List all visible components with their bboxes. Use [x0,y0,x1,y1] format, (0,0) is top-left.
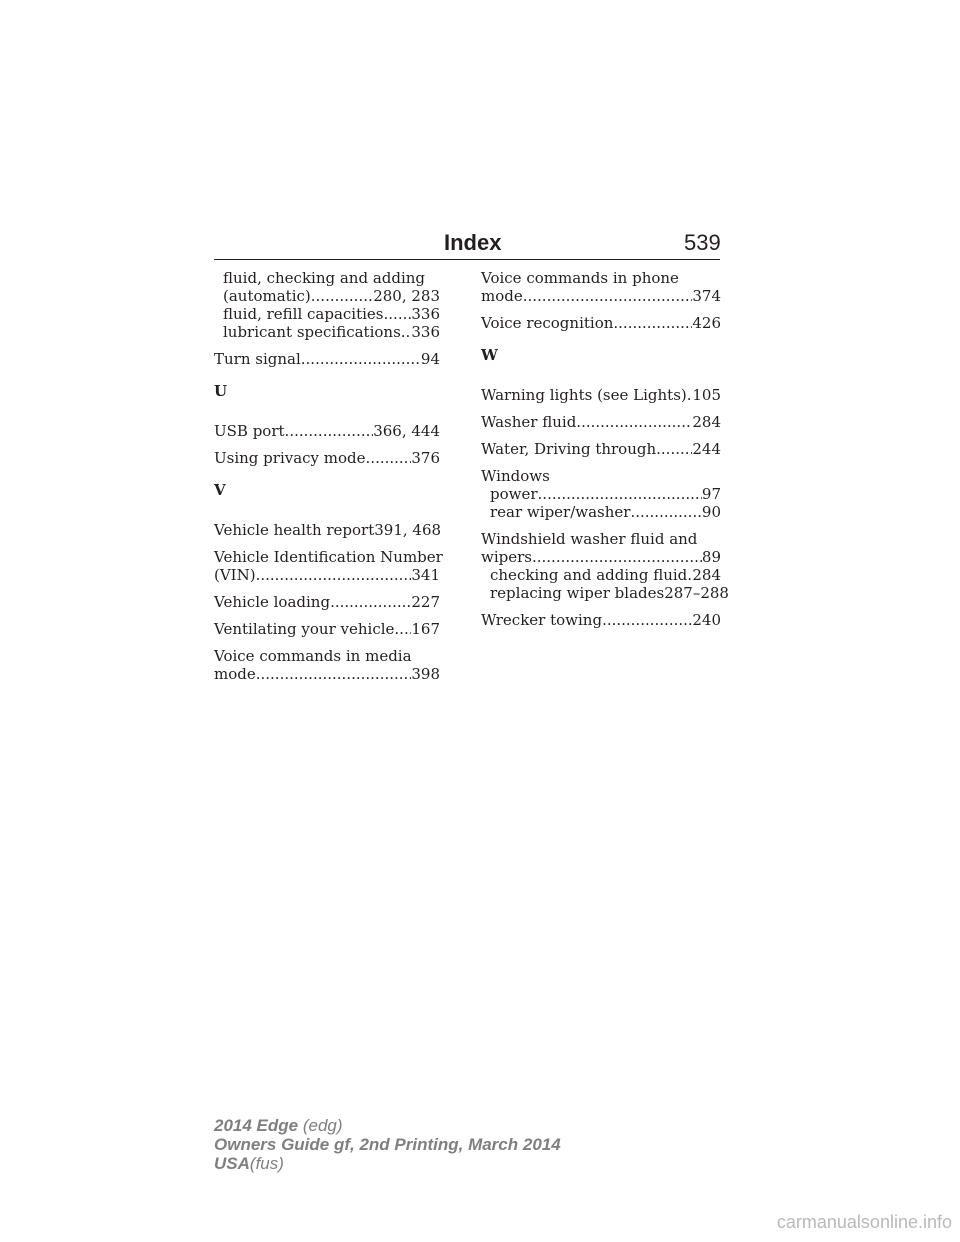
entry-page: 376 [411,449,440,467]
entry-page: 244 [692,440,721,458]
entry-page: 391, 468 [374,521,442,539]
footer-model-code: (edg) [302,1116,343,1135]
dot-leader [256,665,412,683]
dot-leader [285,422,374,440]
dot-leader [401,323,412,341]
entry-text: Washer fluid [481,413,577,431]
index-entry-text: Voice commands in media [214,647,412,665]
entry-page: 374 [692,287,721,305]
entry-text: replacing wiper blades [490,584,665,602]
entry-text: wipers [481,548,532,566]
entry-page: 94 [420,350,440,368]
index-entry [481,413,721,431]
entry-text: mode [214,665,256,683]
entry-text: Vehicle loading [214,593,331,611]
dot-leader [366,449,412,467]
index-entry [481,386,721,404]
entry-text: Ventilating your vehicle [214,620,395,638]
index-entry [214,521,440,539]
entry-page: 336 [411,305,440,323]
entry-text: Warning lights (see Lights) [481,386,687,404]
entry-page: 240 [692,611,721,629]
entry-page: 284 [692,566,721,584]
footer-model-line [214,1116,561,1135]
entry-page: 227 [411,593,440,611]
index-entry-text: fluid, checking and adding [223,269,426,287]
footer-market-code: (fus) [249,1154,284,1173]
dot-leader [532,548,702,566]
entry-page: 426 [692,314,721,332]
entry-page: 90 [701,503,721,521]
section-letter: W [481,346,498,364]
dot-leader [256,566,412,584]
index-entry [481,485,721,503]
index-entry [481,314,721,332]
index-column-right [481,269,729,629]
dot-leader [301,350,421,368]
index-entry [214,620,440,638]
entry-text: (automatic) [223,287,311,305]
section-letter: V [214,481,226,499]
footer-market: USA [214,1154,250,1173]
entry-text: lubricant specifications [223,323,401,341]
entry-page: 341 [411,566,440,584]
section-letter: U [214,382,228,400]
entry-page: 167 [411,620,440,638]
index-entry [481,584,729,602]
entry-text: Water, Driving through [481,440,657,458]
index-entry [481,548,721,566]
footer-market-line [214,1154,561,1173]
document-footer [214,1116,561,1173]
index-entry [214,449,440,467]
watermark-text: carmanualsonline.info [776,1212,952,1232]
index-column-left [214,269,443,683]
index-entry [481,611,721,629]
entry-page: 105 [692,386,721,404]
entry-text: rear wiper/washer [490,503,631,521]
entry-page: 366, 444 [373,422,440,440]
entry-text: mode [481,287,523,305]
index-entry [214,350,440,368]
dot-leader [330,593,411,611]
header-divider [214,259,720,260]
footer-guide-line: Owners Guide gf, 2nd Printing, March 2014 [214,1135,561,1154]
dot-leader [630,503,701,521]
index-entry [481,287,721,305]
dot-leader [384,305,412,323]
index-entry [214,305,440,323]
entry-text: power [490,485,538,503]
index-entry-text: Vehicle Identification Number [214,548,443,566]
dot-leader [602,611,692,629]
index-entry-text: Windshield washer fluid and [481,530,698,548]
entry-text: Voice recognition [481,314,614,332]
entry-text: checking and adding fluid [490,566,688,584]
entry-text: USB port [214,422,285,440]
index-entry [481,566,721,584]
page-title: Index [444,230,502,255]
entry-page: 287–288 [664,584,729,602]
index-entry [214,593,440,611]
entry-page: 398 [411,665,440,683]
index-entry [214,287,440,305]
entry-page: 284 [692,413,721,431]
entry-text: Vehicle health report [214,521,375,539]
index-entry [214,566,440,584]
entry-text: fluid, refill capacities [223,305,384,323]
index-entry-text: Voice commands in phone [481,269,679,287]
entry-text: Turn signal [214,350,301,368]
index-entry [481,440,721,458]
entry-text: Wrecker towing [481,611,603,629]
dot-leader [656,440,692,458]
dot-leader [523,287,693,305]
dot-leader [613,314,692,332]
entry-page: 280, 283 [373,287,440,305]
dot-leader [394,620,411,638]
entry-page: 336 [411,323,440,341]
dot-leader [311,287,373,305]
index-entry [214,422,440,440]
dot-leader [538,485,702,503]
dot-leader [576,413,692,431]
index-entry [481,503,721,521]
footer-model: 2014 Edge [214,1116,299,1135]
index-entry [214,665,440,683]
index-entry [214,323,440,341]
index-entry-text: Windows [481,467,550,485]
entry-page: 89 [701,548,721,566]
entry-page: 97 [701,485,721,503]
page-number: 539 [684,230,721,255]
entry-text: Using privacy mode [214,449,366,467]
entry-text: (VIN) [214,566,256,584]
